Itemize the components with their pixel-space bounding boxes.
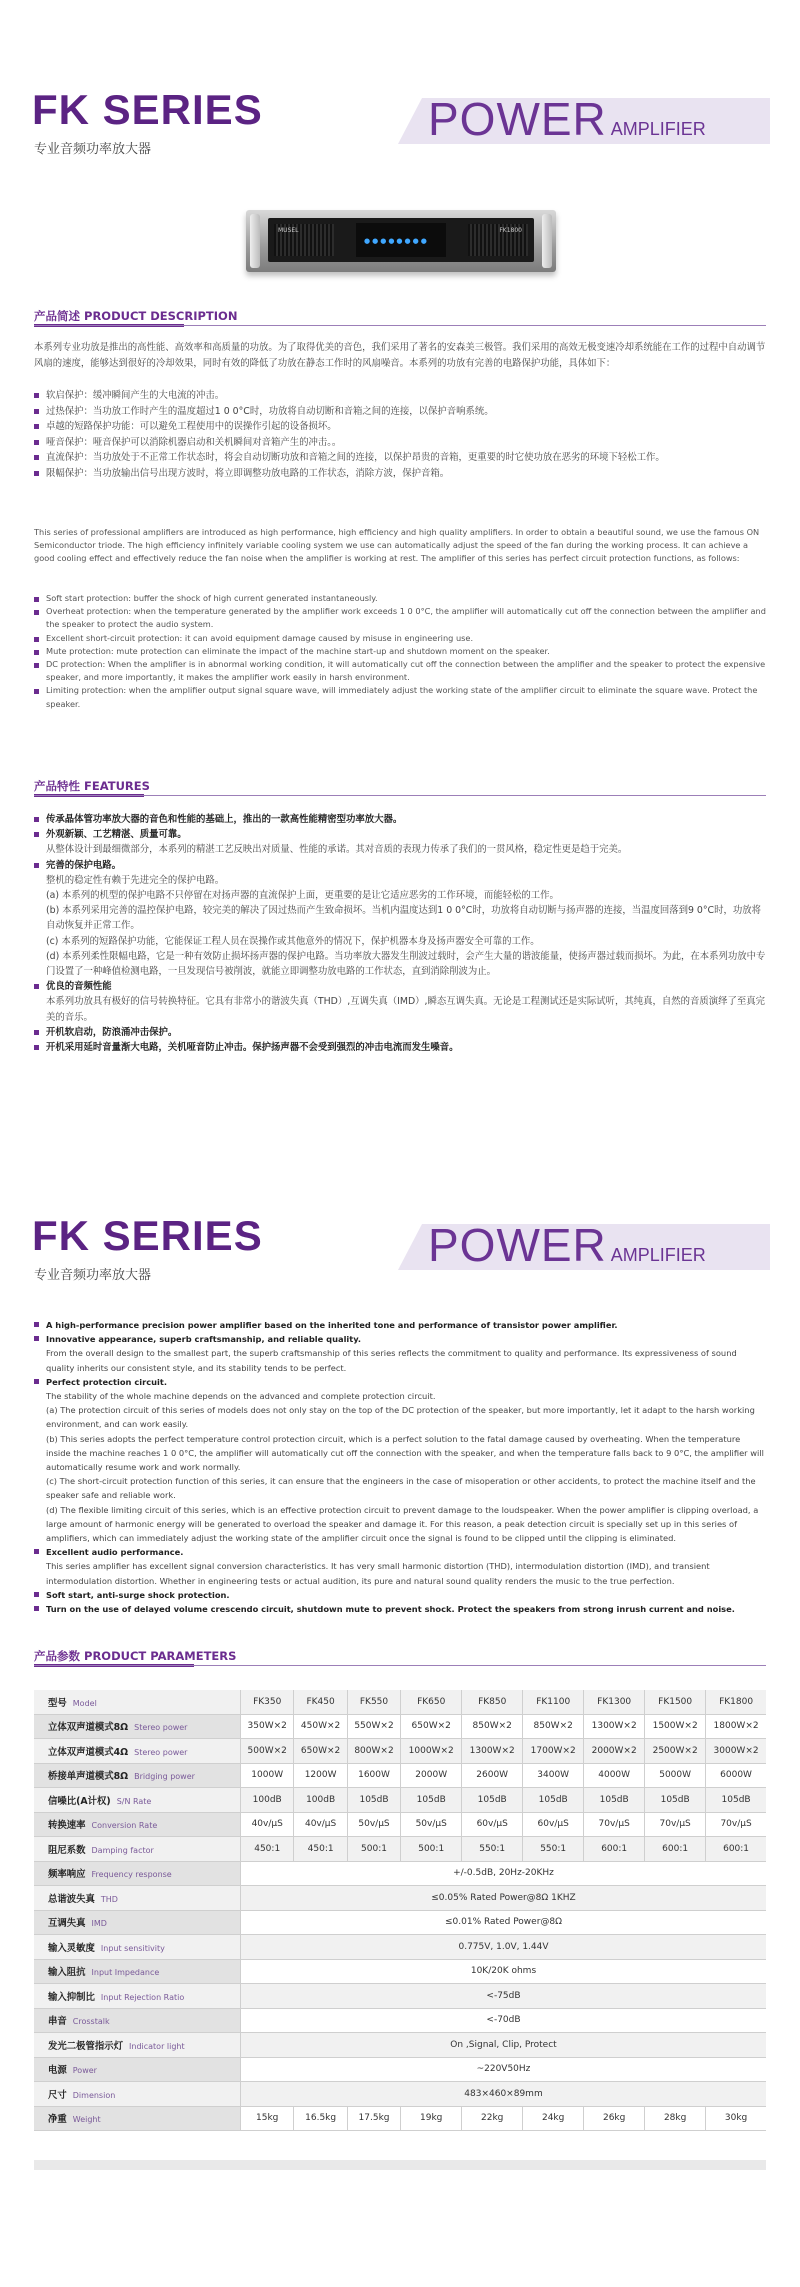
feature-bullet: 开机软启动，防浪涌冲击保护。 — [34, 1025, 766, 1040]
row-label-en: Bridging power — [134, 1772, 195, 1782]
parameters-table — [34, 1690, 766, 2131]
parameters-heading-en: PRODUCT PARAMETERS — [84, 1649, 237, 1663]
feature-text: The stability of the whole machine depends on the advanced and complete protection circuit. — [46, 1391, 436, 1402]
table-cell: 70v/μS — [706, 1812, 766, 1837]
table-row — [34, 1763, 766, 1788]
series-subtitle: 专业音频功率放大器 — [34, 142, 152, 157]
feature-text: 整机的稳定性有赖于先进完全的保护电路。 — [46, 874, 225, 886]
feature-text: This series amplifier has excellent signal conversion characteristics. It has very small harmonic distortion (THD), intermodulation distortion (IMD), and transient intermodulation distortion. Whether in engineering tests or actual audition, its pure and natural sound quality renders the music to the true perfection. — [46, 1561, 710, 1586]
table-row — [34, 1886, 766, 1911]
table-cell: 450W×2 — [294, 1714, 347, 1739]
row-label — [34, 1714, 241, 1739]
table-cell: <-75dB — [241, 1984, 767, 2009]
row-label-zh: 电源 — [48, 2065, 67, 2077]
row-label-en: Power — [72, 2066, 97, 2076]
table-cell: 10K/20K ohms — [241, 1959, 767, 1984]
row-label — [34, 1739, 241, 1764]
front-grill-left — [274, 224, 334, 256]
feature-text: (a) The protection circuit of this series of models does not only stay on the top of the DC protection of the speaker, but more importantly, let it adapt to the harsh working environment, and can work easily. — [46, 1405, 755, 1430]
table-cell: FK1300 — [584, 1690, 645, 1714]
table-cell: 15kg — [241, 2106, 294, 2131]
row-label — [34, 2033, 241, 2058]
row-label-zh: 串音 — [48, 2016, 67, 2028]
table-cell: 500W×2 — [241, 1739, 294, 1764]
description-heading-zh: 产品简述 — [34, 309, 80, 323]
table-cell: 1800W×2 — [706, 1714, 766, 1739]
table-cell: 450:1 — [294, 1837, 347, 1862]
list-item: 过热保护：当功放工作时产生的温度超过1 0 0°C时，功放将自动切断和音箱之间的连接，以保护音响系统。 — [34, 404, 766, 420]
feature-bullet: Soft start, anti-surge shock protection. — [34, 1588, 766, 1602]
row-label — [34, 1886, 241, 1911]
table-cell: 105dB — [462, 1788, 523, 1813]
row-label — [34, 1984, 241, 2009]
row-label-zh: 净重 — [48, 2114, 67, 2126]
row-label — [34, 2082, 241, 2107]
feature-bullet: 外观新颖、工艺精湛、质量可靠。 — [34, 827, 766, 842]
row-label-en: THD — [100, 1894, 118, 1904]
table-cell: FK1100 — [523, 1690, 584, 1714]
table-cell: ≤0.01% Rated Power@8Ω — [241, 1910, 767, 1935]
power-amplifier-title — [428, 92, 706, 146]
rack-handle-right — [542, 214, 552, 268]
row-label-en: Weight — [72, 2115, 101, 2125]
table-cell: 60v/μS — [523, 1812, 584, 1837]
table-row — [34, 1812, 766, 1837]
row-label-zh: 立体双声道模式8Ω — [48, 1722, 129, 1734]
list-item: 卓越的短路保护功能：可以避免工程使用中的误操作引起的设备损坏。 — [34, 419, 766, 435]
table-cell: 1500W×2 — [645, 1714, 706, 1739]
row-label-zh: 输入灵敏度 — [48, 1942, 95, 1954]
feature-text: (a) 本系列的机型的保护电路不只停留在对扬声器的直流保护上面，更重要的是让它适应恶劣的工作环境，而能轻松的工作。 — [46, 890, 559, 902]
amplifier-word: AMPLIFIER — [610, 119, 706, 139]
feature-bullet: Excellent audio performance. — [34, 1545, 766, 1559]
list-item: Excellent short-circuit protection: it can avoid equipment damage caused by misuse in engineering use. — [34, 632, 766, 645]
row-label — [34, 1837, 241, 1862]
table-cell: FK1500 — [645, 1690, 706, 1714]
table-cell: 60v/μS — [462, 1812, 523, 1837]
table-row — [34, 1959, 766, 1984]
footer-bar — [34, 2160, 766, 2170]
table-cell: 1000W×2 — [401, 1739, 462, 1764]
list-item: 软启保护：缓冲瞬间产生的大电流的冲击。 — [34, 388, 766, 404]
table-row — [34, 1714, 766, 1739]
table-cell: On ,Signal, Clip, Protect — [241, 2033, 767, 2058]
table-cell: 40v/μS — [294, 1812, 347, 1837]
table-cell: 1300W×2 — [584, 1714, 645, 1739]
table-cell: 1300W×2 — [462, 1739, 523, 1764]
row-label-en: S/N Rate — [116, 1796, 152, 1806]
feature-text: From the overall design to the smallest part, the superb craftsmanship of this series reflects the commitment to quality and performance. Its expressiveness of sound quality inherits our consistent style, and its stability tends to be perfect. — [46, 1348, 737, 1373]
table-cell: 1700W×2 — [523, 1739, 584, 1764]
table-cell: 3000W×2 — [706, 1739, 766, 1764]
row-label — [34, 2057, 241, 2082]
row-label-en: IMD — [91, 1919, 107, 1929]
row-label — [34, 1910, 241, 1935]
table-cell: 2500W×2 — [645, 1739, 706, 1764]
table-cell: 1000W — [241, 1763, 294, 1788]
row-label-en: Indicator light — [129, 2041, 185, 2051]
table-cell: 2000W×2 — [584, 1739, 645, 1764]
table-cell: 350W×2 — [241, 1714, 294, 1739]
table-row — [34, 2106, 766, 2131]
row-label-zh: 输入抑制比 — [48, 1991, 95, 2003]
table-cell: 40v/μS — [241, 1812, 294, 1837]
description-zh-list — [34, 388, 766, 481]
table-row — [34, 1861, 766, 1886]
table-cell: 50v/μS — [401, 1812, 462, 1837]
table-cell: 500:1 — [401, 1837, 462, 1862]
list-item: 哑音保护：哑音保护可以消除机器启动和关机瞬间对音箱产生的冲击。。 — [34, 435, 766, 451]
feature-bullet: Turn on the use of delayed volume crescendo circuit, shutdown mute to prevent shock. Protect the speakers from strong inrush current and noise. — [34, 1602, 766, 1616]
table-cell: 19kg — [401, 2106, 462, 2131]
heading-rule — [34, 325, 766, 326]
table-cell: 22kg — [462, 2106, 523, 2131]
description-zh-intro: 本系列专业功放是推出的高性能、高效率和高质量的功放。为了取得优美的音色，我们采用了著名的安森美三极管。我们采用的高效无极变速冷却系统能在工作的过程中自动调节风扇的速度，能够达到很好的冷却效果，同时有效的降低了功放在静态工作时的风扇噪音。本系列的功放有完善的电路保护功能，具体如下： — [34, 342, 766, 369]
row-label — [34, 1959, 241, 1984]
table-cell: 650W×2 — [401, 1714, 462, 1739]
rack-handle-left — [250, 214, 260, 268]
description-heading-en: PRODUCT DESCRIPTION — [84, 309, 238, 323]
table-cell: <-70dB — [241, 2008, 767, 2033]
amplifier-product-image — [246, 210, 556, 272]
table-cell: 30kg — [706, 2106, 766, 2131]
table-cell: 600:1 — [645, 1837, 706, 1862]
row-label-zh: 信噪比(A计权) — [48, 1795, 111, 1807]
list-item: 限幅保护：当功放输出信号出现方波时，将立即调整功放电路的工作状态，消除方波，保护音箱。 — [34, 466, 766, 482]
table-row — [34, 1788, 766, 1813]
list-item: Limiting protection: when the amplifier output signal square wave, will immediately adjust the working state of the amplifier circuit to eliminate the square wave. Protect the speaker. — [34, 684, 766, 710]
row-label-zh: 阻尼系数 — [48, 1844, 86, 1856]
table-cell: 800W×2 — [347, 1739, 400, 1764]
feature-text: 从整体设计到最细微部分，本系列的精湛工艺反映出对质量、性能的承诺。其对音质的表现力传承了我们的一贯风格，稳定性更是趋于完美。 — [46, 844, 628, 856]
row-label — [34, 1788, 241, 1813]
brand-label: MUSEL — [278, 227, 299, 234]
row-label-zh: 转换速率 — [48, 1820, 86, 1832]
list-item: DC protection: When the amplifier is in abnormal working condition, it will automatically cut off the connection between the amplifier and the speaker to protect the expensive speaker, and more importantly, it makes the amplifier work easily in harsh environment. — [34, 658, 766, 684]
parameters-heading — [34, 1648, 236, 1664]
series-title-2: FK SERIES — [32, 1212, 263, 1259]
row-label-zh: 互调失真 — [48, 1918, 86, 1930]
table-cell: 2000W — [401, 1763, 462, 1788]
table-cell: FK550 — [347, 1690, 400, 1714]
table-cell: 28kg — [645, 2106, 706, 2131]
feature-bullet: 开机采用延时音量渐大电路，关机哑音防止冲击。保护扬声器不会受到强烈的冲击电流而发生噪音。 — [34, 1040, 766, 1055]
row-label-zh: 发光二极管指示灯 — [48, 2040, 124, 2052]
table-row — [34, 2082, 766, 2107]
table-cell: 550:1 — [523, 1837, 584, 1862]
feature-bullet: Perfect protection circuit. — [34, 1375, 766, 1389]
feature-bullet: Innovative appearance, superb craftsmanship, and reliable quality. — [34, 1332, 766, 1346]
table-cell: 17.5kg — [347, 2106, 400, 2131]
display-panel — [356, 223, 446, 257]
description-en-list — [34, 592, 766, 711]
table-cell: 1600W — [347, 1763, 400, 1788]
row-label-zh: 频率响应 — [48, 1869, 86, 1881]
features-en-list — [34, 1318, 766, 1616]
features-heading-zh: 产品特性 — [34, 779, 80, 793]
indicator-lights: ●●●●●●●● — [364, 237, 429, 245]
row-label-zh: 尺寸 — [48, 2089, 67, 2101]
table-cell: FK350 — [241, 1690, 294, 1714]
power-word: POWER — [428, 1219, 607, 1271]
front-grill-right — [468, 224, 528, 256]
table-cell: 16.5kg — [294, 2106, 347, 2131]
list-item: Overheat protection: when the temperature generated by the amplifier work exceeds 1 0 0°C, the amplifier will automatically cut off the connection between the amplifier and the speaker to protect the audio system. — [34, 605, 766, 631]
row-label — [34, 1690, 241, 1714]
table-row — [34, 2033, 766, 2058]
row-label — [34, 1935, 241, 1960]
table-cell: 650W×2 — [294, 1739, 347, 1764]
table-cell: 105dB — [645, 1788, 706, 1813]
description-heading — [34, 308, 237, 324]
table-cell: 850W×2 — [462, 1714, 523, 1739]
table-cell: 850W×2 — [523, 1714, 584, 1739]
table-cell: 4000W — [584, 1763, 645, 1788]
parameters-heading-zh: 产品参数 — [34, 1649, 80, 1663]
table-cell: 70v/μS — [645, 1812, 706, 1837]
feature-text: (d) The flexible limiting circuit of this series, which is an effective protection circuit to prevent damage to the loudspeaker. When the power amplifier is clipping overload, a large amount of harmonic energy will be generated to overload the speaker and damage it. For this reason, a peak detection circuit is specially set up in this series of amplifiers, which can immediately adjust the working state of the amplifier circuit once the signal is found to be clipped until the clipping is eliminated. — [46, 1504, 759, 1544]
table-cell: 105dB — [347, 1788, 400, 1813]
table-cell: 70v/μS — [584, 1812, 645, 1837]
table-cell: 550W×2 — [347, 1714, 400, 1739]
feature-text: (b) This series adopts the perfect temperature control protection circuit, which is a perfect solution to the fatal damage caused by overheating. When the temperature inside the machine reaches 1 0 0°C, the amplifier will automatically cut off the connection with the speaker, and when the temperature falls back to 9 0°C, the amplifier will automatically resume work and work normally. — [46, 1433, 764, 1473]
table-cell: FK450 — [294, 1690, 347, 1714]
table-cell: 450:1 — [241, 1837, 294, 1862]
table-cell: 0.775V, 1.0V, 1.44V — [241, 1935, 767, 1960]
table-row — [34, 1935, 766, 1960]
table-cell: 105dB — [584, 1788, 645, 1813]
heading-rule — [34, 795, 766, 796]
table-cell: 1200W — [294, 1763, 347, 1788]
table-cell: 500:1 — [347, 1837, 400, 1862]
front-panel — [268, 218, 534, 262]
feature-text: (d) 本系列柔性限幅电路，它是一种有效防止损坏扬声器的保护电路。当功率放大器发生削波过载时，会产生大量的谐波能量，使扬声器过载而损坏。为此，在本系列功放中专门设置了一种峰值检测电路，一旦发现信号被削波，就能立即调整功放电路的工作状态，直到消除削波为止。 — [46, 950, 766, 978]
row-label-zh: 输入阻抗 — [48, 1967, 86, 1979]
table-cell: 100dB — [241, 1788, 294, 1813]
row-label-en: Damping factor — [91, 1845, 154, 1855]
table-cell: 50v/μS — [347, 1812, 400, 1837]
row-label — [34, 1861, 241, 1886]
row-label-en: Input sensitivity — [100, 1943, 165, 1953]
table-row — [34, 1739, 766, 1764]
row-label — [34, 1812, 241, 1837]
table-cell: FK850 — [462, 1690, 523, 1714]
series-title: FK SERIES — [32, 86, 263, 133]
row-label-en: Conversion Rate — [91, 1821, 158, 1831]
table-cell: 105dB — [706, 1788, 766, 1813]
power-amplifier-title-2 — [428, 1218, 706, 1272]
row-label-en: Crosstalk — [72, 2017, 110, 2027]
row-label — [34, 2008, 241, 2033]
table-cell: 3400W — [523, 1763, 584, 1788]
table-row — [34, 1984, 766, 2009]
series-subtitle-2: 专业音频功率放大器 — [34, 1268, 152, 1283]
power-word: POWER — [428, 93, 607, 145]
row-label-zh: 型号 — [48, 1697, 67, 1709]
row-label-en: Frequency response — [91, 1870, 172, 1880]
heading-rule — [34, 1665, 766, 1666]
row-label-zh: 立体双声道模式4Ω — [48, 1746, 129, 1758]
table-row — [34, 1910, 766, 1935]
row-label-en: Dimension — [72, 2090, 116, 2100]
table-row — [34, 1837, 766, 1862]
feature-text: 本系列功放具有极好的信号转换特征。它具有非常小的谐波失真（THD）,互调失真（IMD）,瞬态互调失真。无论是工程测试还是实际试听，其纯真，自然的音质演绎了至真完美的音乐。 — [46, 996, 766, 1023]
table-row — [34, 1690, 766, 1714]
list-item: Soft start protection: buffer the shock of high current generated instantaneously. — [34, 592, 766, 605]
table-cell: 550:1 — [462, 1837, 523, 1862]
amplifier-word: AMPLIFIER — [610, 1245, 706, 1265]
table-cell: 5000W — [645, 1763, 706, 1788]
feature-bullet: 完善的保护电路。 — [34, 858, 766, 873]
table-cell: 100dB — [294, 1788, 347, 1813]
table-cell: +/-0.5dB, 20Hz-20KHz — [241, 1861, 767, 1886]
table-row — [34, 2008, 766, 2033]
feature-text: (c) The short-circuit protection function of this series, it can ensure that the engineers in the case of misoperation or other accidents, to protect the machine itself and the speaker safe and reliable work. — [46, 1476, 756, 1501]
row-label-en: Stereo power — [134, 1723, 188, 1733]
row-label-zh: 总谐波失真 — [48, 1893, 95, 1905]
row-label-zh: 桥接单声道模式8Ω — [48, 1771, 129, 1783]
table-cell: 600:1 — [706, 1837, 766, 1862]
feature-text: (b) 本系列采用完善的温控保护电路，较完美的解决了因过热而产生致命损坏。当机内温度达到1 0 0°C时，功放将自动切断与扬声器的连接，当温度回落到9 0°C时，功放将自动恢复并正常工作。 — [46, 905, 761, 932]
features-heading-en: FEATURES — [84, 779, 150, 793]
row-label-en: Input Rejection Ratio — [100, 1992, 185, 2002]
list-item: Mute protection: mute protection can eliminate the impact of the machine start-up and shutdown moment on the speaker. — [34, 645, 766, 658]
table-cell: 483×460×89mm — [241, 2082, 767, 2107]
table-cell: ~220V50Hz — [241, 2057, 767, 2082]
row-label-en: Model — [72, 1698, 97, 1708]
table-cell: 2600W — [462, 1763, 523, 1788]
table-cell: 24kg — [523, 2106, 584, 2131]
features-zh-list — [34, 812, 766, 1055]
features-heading — [34, 778, 150, 794]
feature-text: (c) 本系列的短路保护功能，它能保证工程人员在误操作或其他意外的情况下，保护机器本身及扬声器安全可靠的工作。 — [46, 935, 540, 947]
table-cell: 26kg — [584, 2106, 645, 2131]
table-cell: FK1800 — [706, 1690, 766, 1714]
table-row — [34, 2057, 766, 2082]
list-item: 直流保护：当功放处于不正常工作状态时，将会自动切断功放和音箱之间的连接，以保护昂贵的音箱，更重要的时它使功放在恶劣的环境下轻松工作。 — [34, 450, 766, 466]
table-cell: ≤0.05% Rated Power@8Ω 1KHZ — [241, 1886, 767, 1911]
row-label — [34, 2106, 241, 2131]
feature-bullet: 传承晶体管功率放大器的音色和性能的基础上，推出的一款高性能精密型功率放大器。 — [34, 812, 766, 827]
description-en-intro: This series of professional amplifiers are introduced as high performance, high efficiency and high quality amplifiers. In order to obtain a beautiful sound, we use the famous ON Semiconductor triode. The high efficiency infinitely variable cooling system we use can automatically adjust the speed of the fan during the working process. It can achieve a good cooling effect and effectively reduce the fan noise when the amplifier is working at rest. The amplifier of this series has perfect circuit protection functions, as follows: — [34, 527, 760, 564]
table-cell: 600:1 — [584, 1837, 645, 1862]
feature-bullet: A high-performance precision power amplifier based on the inherited tone and performance of transistor power amplifier. — [34, 1318, 766, 1332]
model-label: FK1800 — [499, 227, 522, 234]
row-label-en: Stereo power — [134, 1747, 188, 1757]
table-cell: 105dB — [523, 1788, 584, 1813]
table-cell: 6000W — [706, 1763, 766, 1788]
table-cell: FK650 — [401, 1690, 462, 1714]
row-label-en: Input Impedance — [91, 1968, 160, 1978]
row-label — [34, 1763, 241, 1788]
table-cell: 105dB — [401, 1788, 462, 1813]
feature-bullet: 优良的音频性能 — [34, 979, 766, 994]
